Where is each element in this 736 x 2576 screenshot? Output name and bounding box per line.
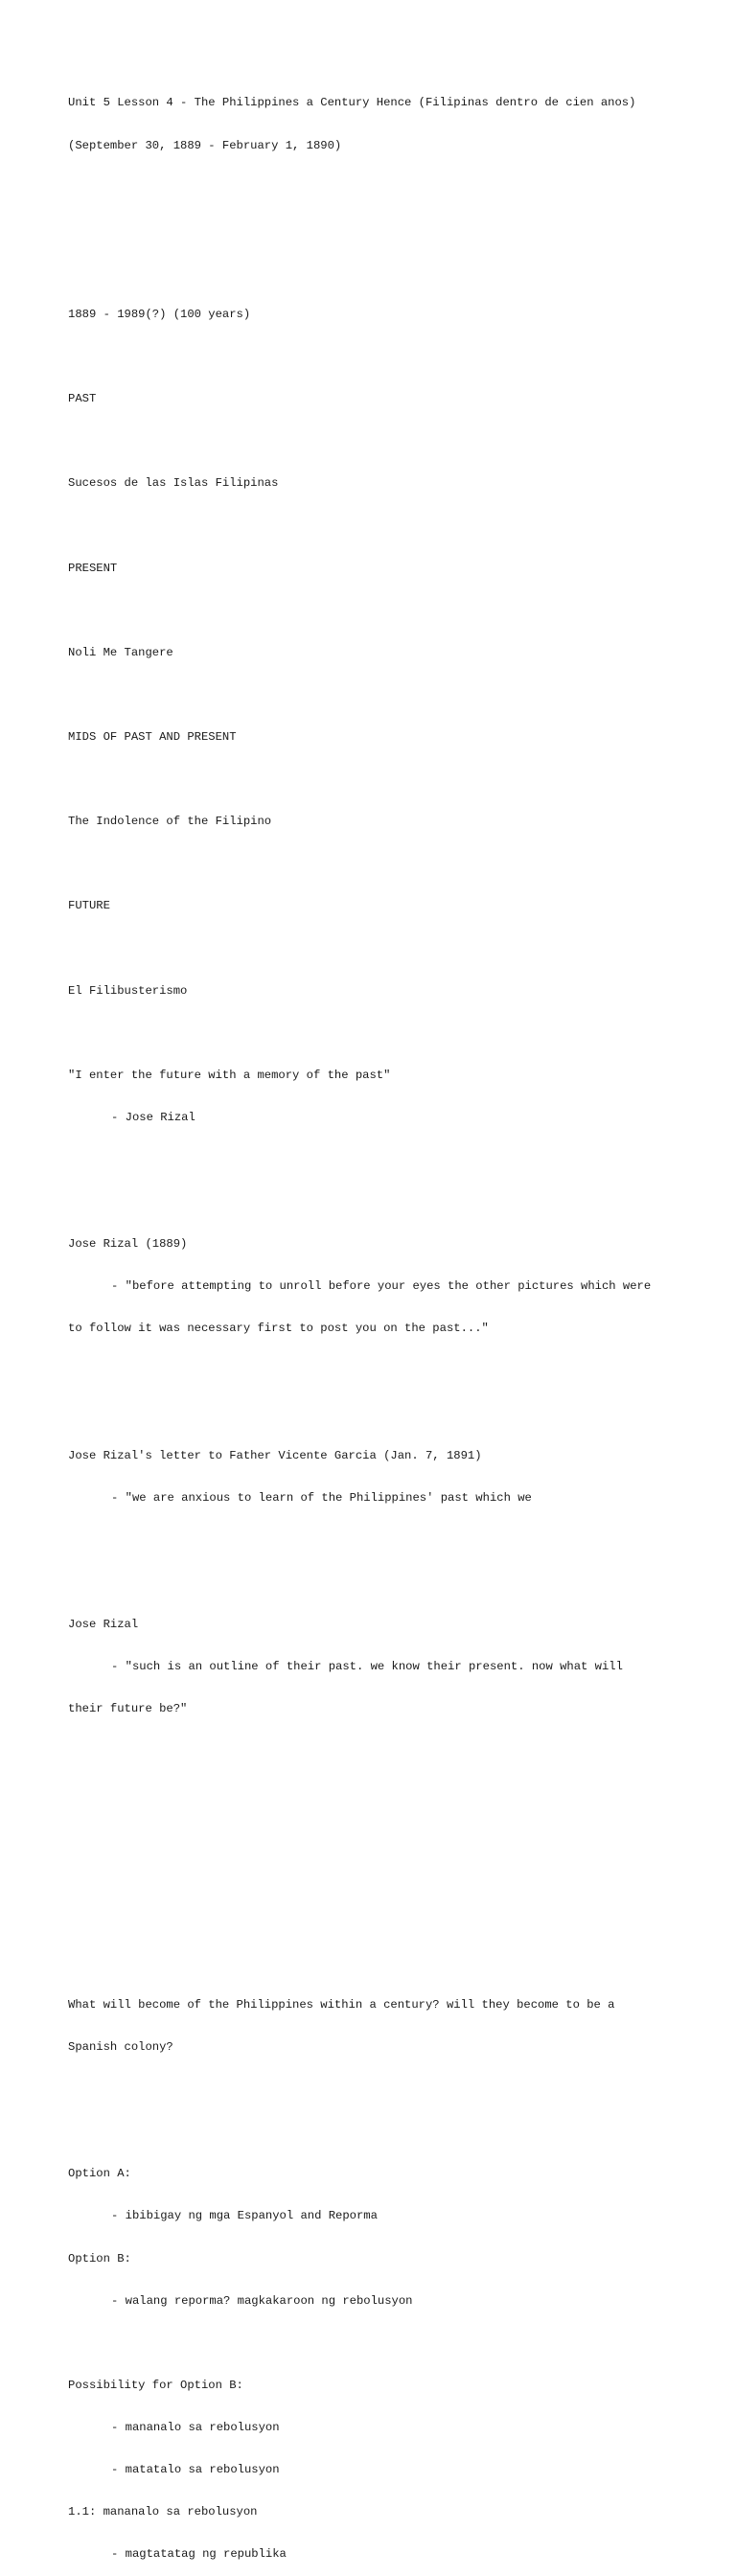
- future-work: El Filibusterismo: [68, 983, 188, 998]
- blank-line: [68, 1364, 681, 1378]
- question-text: What will become of the Philippines within a century? will they become to be a: [68, 1997, 615, 2012]
- blank-line: [68, 688, 681, 702]
- subsection-label: 1.1: mananalo sa rebolusyon: [68, 2505, 258, 2519]
- blank-line: [68, 2082, 681, 2097]
- possibility-item: - matatalo sa rebolusyon: [111, 2463, 280, 2477]
- blank-line: [68, 434, 681, 448]
- blank-line: [68, 1407, 681, 1421]
- blank-line: [68, 1195, 681, 1209]
- blank-line: [68, 1744, 681, 1759]
- quote-text: - "we are anxious to learn of the Philippines' past which we: [111, 1490, 532, 1505]
- mids-label: MIDS OF PAST AND PRESENT: [68, 729, 237, 744]
- document-date-range: (September 30, 1889 - February 1, 1890): [68, 138, 342, 152]
- question-text-continued: Spanish colony?: [68, 2040, 173, 2055]
- quote-author: - Jose Rizal: [111, 1110, 196, 1124]
- mids-work: The Indolence of the Filipino: [68, 815, 272, 829]
- quote-text: - "before attempting to unroll before your eyes the other pictures which were: [111, 1279, 652, 1294]
- option-b-item: - walang reporma? magkakaroon ng rebolusyon: [111, 2293, 413, 2308]
- blank-line: [68, 1914, 681, 1928]
- blank-line: [68, 1956, 681, 1970]
- blank-line: [68, 350, 681, 364]
- option-b-label: Option B:: [68, 2251, 131, 2266]
- quote-source: Jose Rizal's letter to Father Vicente Garcia (Jan. 7, 1891): [68, 1448, 482, 1462]
- option-a-label: Option A:: [68, 2167, 131, 2181]
- blank-line: [68, 518, 681, 533]
- blank-line: [68, 941, 681, 955]
- option-a-item: - ibibigay ng mga Espanyol and Reporma: [111, 2209, 378, 2223]
- quote-text: "I enter the future with a memory of the past": [68, 1068, 391, 1082]
- document-page: [68, 68, 681, 2576]
- blank-line: [68, 772, 681, 787]
- years-line: 1889 - 1989(?) (100 years): [68, 307, 251, 321]
- blank-line: [68, 1872, 681, 1886]
- blank-line: [68, 857, 681, 871]
- quote-source: Jose Rizal (1889): [68, 1237, 188, 1252]
- quote-source: Jose Rizal: [68, 1618, 139, 1632]
- possibility-item: - mananalo sa rebolusyon: [111, 2421, 280, 2434]
- quote-text-continued: their future be?": [68, 1702, 188, 1716]
- past-label: PAST: [68, 392, 97, 406]
- blank-line: [68, 265, 681, 280]
- future-label: FUTURE: [68, 899, 110, 913]
- blank-line: [68, 1829, 681, 1844]
- blank-line: [68, 2336, 681, 2351]
- blank-line: [68, 1786, 681, 1801]
- quote-text-continued: to follow it was necessary first to post you on the past...": [68, 1322, 489, 1336]
- present-label: PRESENT: [68, 561, 118, 575]
- blank-line: [68, 1576, 681, 1590]
- past-work: Sucesos de las Islas Filipinas: [68, 476, 279, 491]
- blank-line: [68, 181, 681, 196]
- blank-line: [68, 1533, 681, 1548]
- blank-line: [68, 1026, 681, 1041]
- blank-line: [68, 2125, 681, 2139]
- blank-line: [68, 1153, 681, 1167]
- blank-line: [68, 223, 681, 238]
- blank-line: [68, 604, 681, 618]
- present-work: Noli Me Tangere: [68, 645, 173, 659]
- quote-text: - "such is an outline of their past. we know their present. now what will: [111, 1660, 623, 1674]
- document-title: Unit 5 Lesson 4 - The Philippines a Century Hence (Filipinas dentro de cien anos): [68, 96, 636, 110]
- subsection-item: - magtatatag ng republika: [111, 2547, 287, 2562]
- possibility-label: Possibility for Option B:: [68, 2378, 243, 2392]
